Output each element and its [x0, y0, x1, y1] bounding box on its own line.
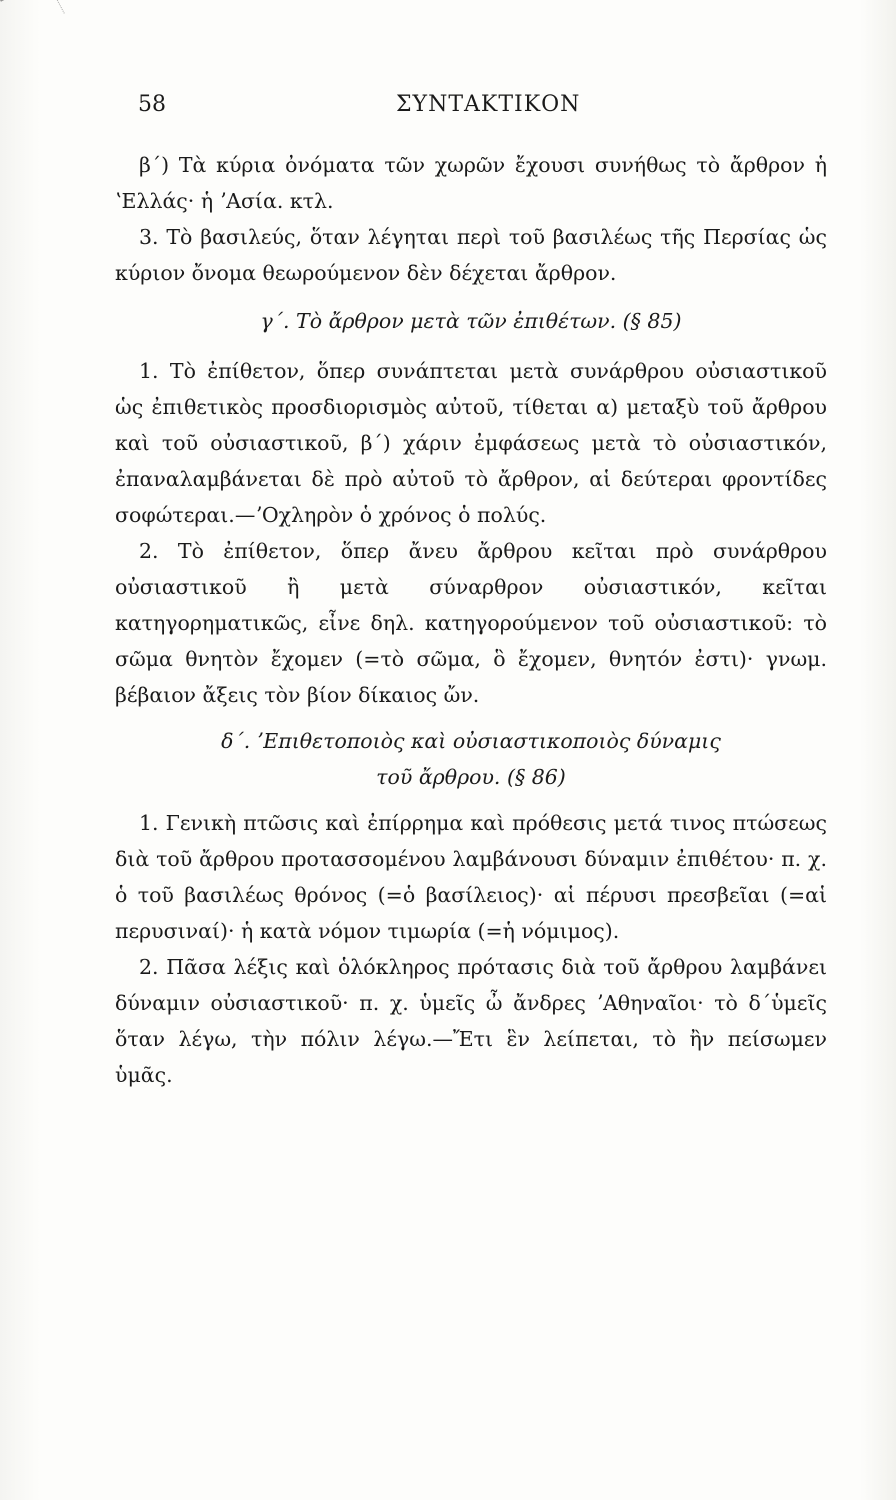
paragraph-b: β΄) Τὰ κύρια ὀνόματα τῶν χωρῶν ἔχουσι συνήθως τὸ ἄρθρον ἡ ʽΕλλάς· ἡ ʼΑσία. κτλ. [115, 153, 827, 213]
paragraph-d1: 1. Γενικὴ πτῶσις καὶ ἐπίρρημα καὶ πρόθεσις μετά τινος πτώσεως διὰ τοῦ ἄρθρου προτασσομένου λαμβάνουσι δύναμιν ἐπιθέτου· π. χ. ὁ τοῦ βασιλέως θρόνος (=ὁ βασίλειος)· αἱ πέρυσι πρεσβεῖαι (=αἱ περυσιναί)· ἡ κατὰ νόμον τιμωρία (=ἡ νόμιμος). [115, 811, 827, 943]
page-header [138, 92, 816, 126]
paragraph-3: 3. Τὸ βασιλεύς, ὅταν λέγηται περὶ τοῦ βασιλέως τῆς Περσίας ὡς κύριον ὄνομα θεωρούμενον δὲν δέχεται ἄρθρον. [115, 225, 827, 285]
page-number: 58 [138, 92, 166, 117]
page-edge-mark [0, 0, 65, 37]
paragraph-c1: 1. Τὸ ἐπίθετον, ὅπερ συνάπτεται μετὰ συνάρθρου οὐσιαστικοῦ ὡς ἐπιθετικὸς προσδιορισμὸς αὐτοῦ, τίθεται α) μεταξὺ τοῦ ἄρθρου καὶ τοῦ οὐσιαστικοῦ, β΄) χάριν ἐμφάσεως μετὰ τὸ οὐσιαστικόν, ἐπαναλαμβάνεται δὲ πρὸ αὐτοῦ τὸ ἄρθρον, αἱ δεύτεραι φροντίδες σοφώτεραι.—ʼΟχληρὸν ὁ χρόνος ὁ πολύς. [115, 359, 827, 527]
paragraph-d2: 2. Πᾶσα λέξις καὶ ὁλόκληρος πρότασις διὰ τοῦ ἄρθρου λαμβάνει δύναμιν οὐσιαστικοῦ· π. χ. ὑμεῖς ὦ ἄνδρες ʼΑθηναῖοι· τὸ δ΄ὑμεῖς ὅταν λέγω, τὴν πόλιν λέγω.—Ἔτι ἓν λείπεται, τὸ ἢν πείσωμεν ὑμᾶς. [115, 955, 827, 1087]
section-heading-c: γ΄. Τὸ ἄρθρον μετὰ τῶν ἐπιθέτων. (§ 85) [260, 309, 682, 333]
page-text [115, 147, 827, 1093]
section-heading-d-line2: τοῦ ἄρθρου. (§ 86) [376, 765, 566, 789]
section-heading-d-line1: δ΄. ʼΕπιθετοποιὸς καὶ οὐσιαστικοποιὸς δύναμις [221, 729, 721, 753]
paragraph-c2: 2. Τὸ ἐπίθετον, ὅπερ ἄνευ ἄρθρου κεῖται πρὸ συνάρθρου οὐσιαστικοῦ ἢ μετὰ σύναρθρον οὐσιαστικόν, κεῖται κατηγορηματικῶς, εἶνε δηλ. κατηγορούμενον τοῦ οὐσιαστικοῦ: τὸ σῶμα θνητὸν ἔχομεν (=τὸ σῶμα, ὃ ἔχομεν, θνητόν ἐστι)· γνωμ. βέβαιον ἄξεις τὸν βίον δίκαιος ὤν. [115, 539, 827, 707]
running-title: ΣΥΝΤΑΚΤΙΚΟΝ [396, 92, 581, 117]
